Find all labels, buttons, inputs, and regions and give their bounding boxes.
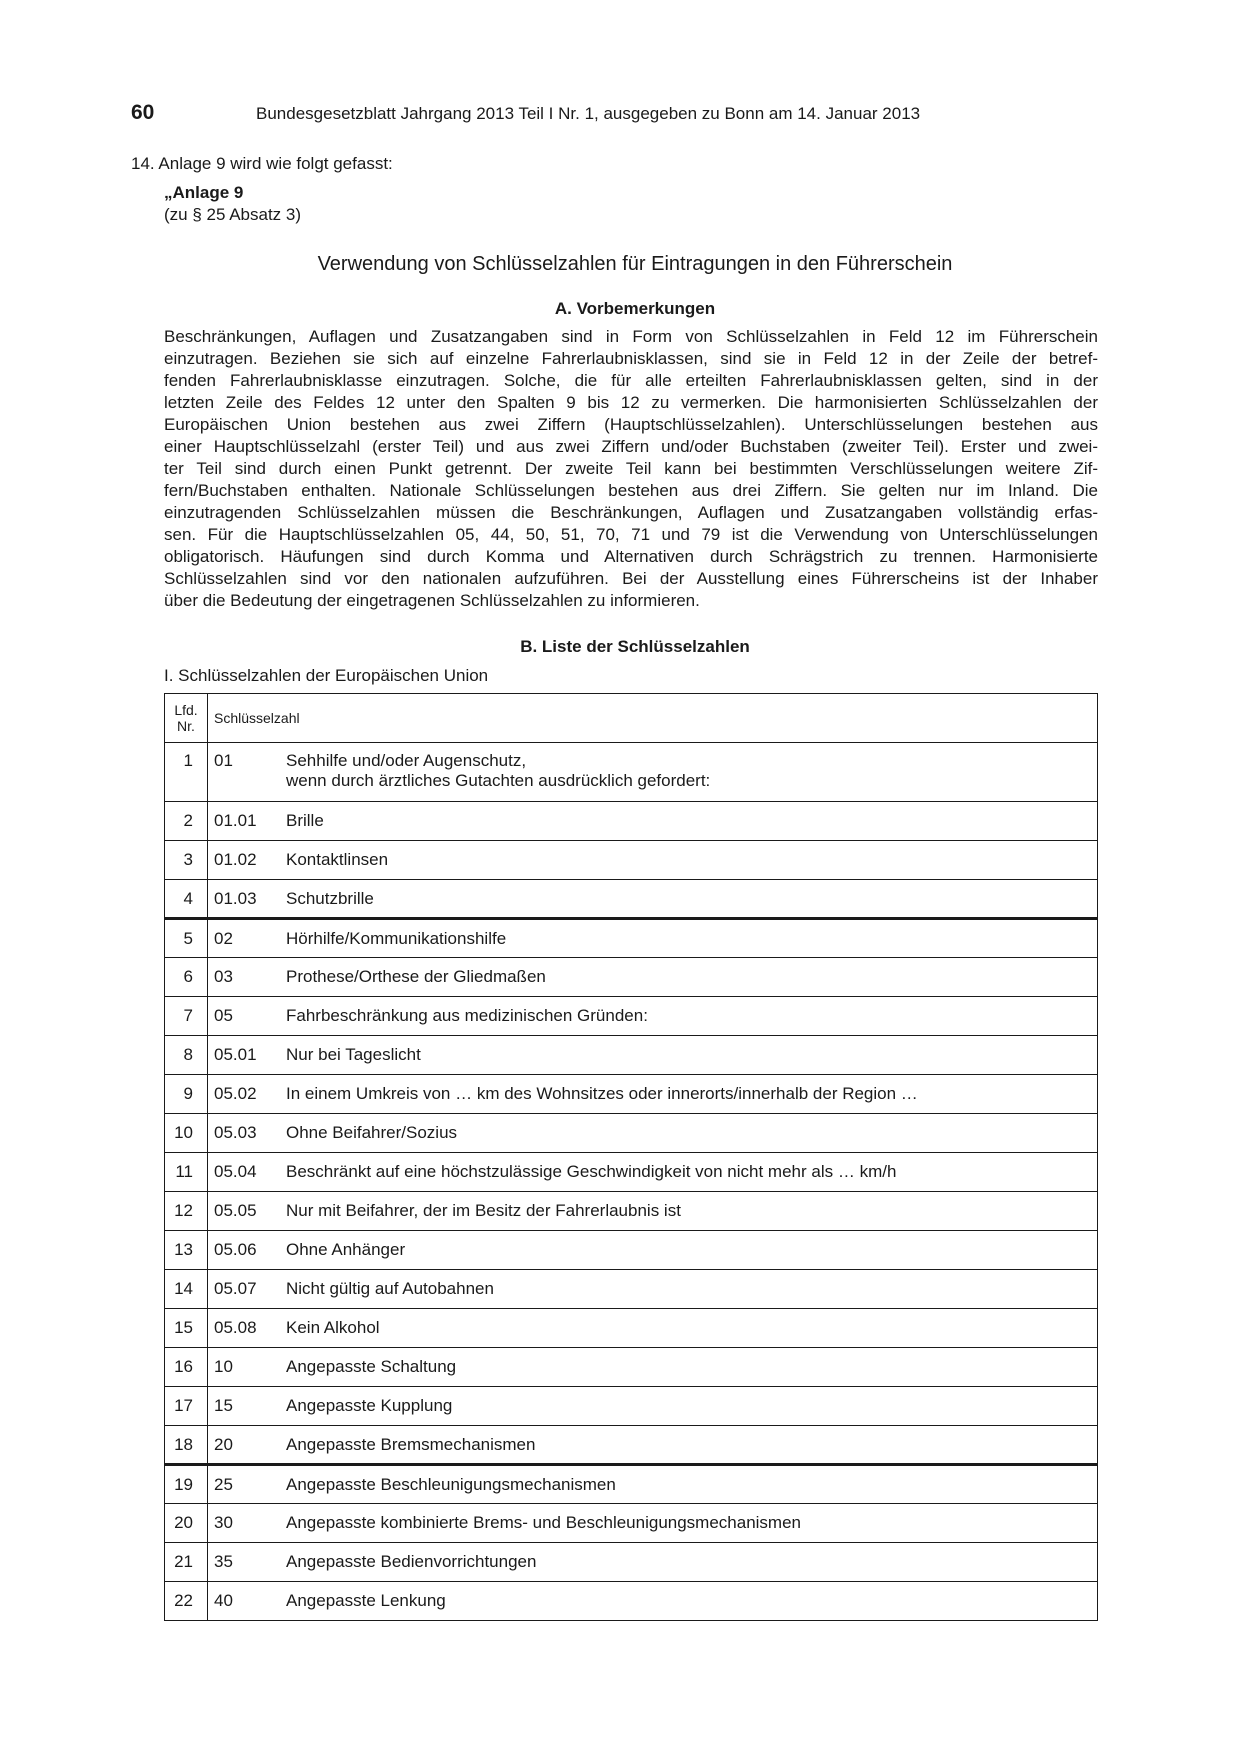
key-description: Angepasste Lenkung	[286, 1591, 446, 1610]
row-number: 19	[165, 1465, 208, 1504]
row-number: 16	[165, 1348, 208, 1387]
row-number: 1	[165, 743, 208, 802]
key-code: 05.05	[214, 1201, 257, 1220]
row-number: 4	[165, 880, 208, 919]
key-code: 01.02	[214, 850, 257, 869]
row-number: 13	[165, 1231, 208, 1270]
row-key-cell	[208, 1387, 1098, 1426]
table-header-row	[165, 694, 1098, 743]
section-b-heading: B. Liste der Schlüsselzahlen	[520, 637, 750, 656]
key-code: 05	[214, 1006, 233, 1025]
row-key-cell	[208, 1582, 1098, 1621]
key-code: 05.07	[214, 1279, 257, 1298]
row-number: 14	[165, 1270, 208, 1309]
row-key-cell	[208, 1543, 1098, 1582]
row-key-cell	[208, 1192, 1098, 1231]
table-row	[165, 1270, 1098, 1309]
key-description: Nicht gültig auf Autobahnen	[286, 1279, 494, 1298]
row-key-cell	[208, 743, 1098, 802]
row-number: 10	[165, 1114, 208, 1153]
row-number: 9	[165, 1075, 208, 1114]
key-description: Nur mit Beifahrer, der im Besitz der Fahrerlaubnis ist	[286, 1201, 681, 1220]
key-description: Prothese/Orthese der Gliedmaßen	[286, 967, 546, 986]
paragraph-line: fern/Buchstaben enthalten. Nationale Schlüsselungen bestehen aus drei Ziffern. Sie gelten nur im Inland. Die	[164, 481, 1098, 500]
row-key-cell	[208, 1465, 1098, 1504]
key-code: 05.04	[214, 1162, 257, 1181]
row-number: 6	[165, 958, 208, 997]
table-row	[165, 1036, 1098, 1075]
table-row	[165, 1387, 1098, 1426]
paragraph-line: einzutragen. Beziehen sie sich auf einzelne Fahrerlaubnisklassen, sind sie in Feld 12 in der Zeile der betref-	[164, 349, 1098, 368]
paragraph-line: obligatorisch. Häufungen sind durch Komma und Alternativen durch Schrägstrich zu trennen. Harmonisierte	[164, 547, 1098, 566]
key-code: 02	[214, 928, 233, 948]
key-description: Fahrbeschränkung aus medizinischen Gründen:	[286, 1006, 648, 1025]
amendment-item: 14. Anlage 9 wird wie folgt gefasst:	[131, 154, 393, 173]
key-description: Hörhilfe/Kommunikationshilfe	[286, 928, 507, 948]
key-description: Kein Alkohol	[286, 1318, 380, 1337]
table-row	[165, 919, 1098, 958]
key-description: Beschränkt auf eine höchstzulässige Geschwindigkeit von nicht mehr als … km/h	[286, 1162, 897, 1181]
table-row	[165, 1075, 1098, 1114]
row-key-cell	[208, 997, 1098, 1036]
section-a-heading: A. Vorbemerkungen	[554, 299, 716, 318]
anlage-subtitle: (zu § 25 Absatz 3)	[164, 205, 302, 224]
row-number: 5	[165, 919, 208, 958]
key-number-table	[164, 693, 1098, 1621]
paragraph-line: ter Teil sind durch einen Punkt getrennt. Der zweite Teil kann bei bestimmten Verschlüsselungen weitere Zif-	[164, 459, 1098, 478]
key-code: 05.01	[214, 1045, 257, 1064]
key-code: 15	[214, 1396, 233, 1415]
key-description: Angepasste Beschleunigungsmechanismen	[286, 1474, 616, 1494]
row-key-cell	[208, 1075, 1098, 1114]
row-number: 12	[165, 1192, 208, 1231]
table-row	[165, 1153, 1098, 1192]
paragraph-line: über die Bedeutung der eingetragenen Schlüsselzahlen zu informieren.	[164, 591, 700, 610]
key-code: 03	[214, 967, 233, 986]
row-number: 15	[165, 1309, 208, 1348]
row-key-cell	[208, 802, 1098, 841]
row-key-cell	[208, 1270, 1098, 1309]
key-description: In einem Umkreis von … km des Wohnsitzes oder innerorts/innerhalb der Region …	[286, 1084, 918, 1103]
page-number: 60	[131, 101, 155, 124]
row-key-cell	[208, 1309, 1098, 1348]
table-row	[165, 1582, 1098, 1621]
row-key-cell	[208, 1036, 1098, 1075]
key-code: 40	[214, 1591, 233, 1610]
paragraph-line: Beschränkungen, Auflagen und Zusatzangaben sind in Form von Schlüsselzahlen in Feld 12 im Führerschein	[164, 327, 1098, 346]
document-title: Verwendung von Schlüsselzahlen für Eintragungen in den Führerschein	[317, 253, 953, 275]
table-row	[165, 1504, 1098, 1543]
key-code: 35	[214, 1552, 233, 1571]
row-number: 11	[165, 1153, 208, 1192]
key-code: 25	[214, 1474, 233, 1494]
key-code: 30	[214, 1513, 233, 1532]
key-code: 05.08	[214, 1318, 257, 1337]
table-row	[165, 1465, 1098, 1504]
anlage-title: „Anlage 9	[164, 183, 244, 202]
table-row	[165, 841, 1098, 880]
column-header-nr	[165, 694, 208, 743]
key-code: 05.02	[214, 1084, 257, 1103]
row-number: 22	[165, 1582, 208, 1621]
row-key-cell	[208, 1153, 1098, 1192]
list-title: I. Schlüsselzahlen der Europäischen Union	[164, 666, 489, 685]
column-header-nr-line1: Lfd.	[174, 702, 198, 718]
row-number: 7	[165, 997, 208, 1036]
key-description: Ohne Anhänger	[286, 1240, 406, 1259]
row-key-cell	[208, 919, 1098, 958]
key-code: 10	[214, 1357, 233, 1376]
key-description: Angepasste Bremsmechanismen	[286, 1434, 536, 1454]
key-description: Angepasste Schaltung	[286, 1357, 457, 1376]
key-code: 01.03	[214, 888, 257, 908]
table-row	[165, 1426, 1098, 1465]
table-row	[165, 1348, 1098, 1387]
row-key-cell	[208, 1504, 1098, 1543]
row-key-cell	[208, 1426, 1098, 1465]
table-row	[165, 1309, 1098, 1348]
row-number: 20	[165, 1504, 208, 1543]
paragraph-line: einzutragenden Schlüsselzahlen müssen die Beschränkungen, Auflagen und Zusatzangaben vollständig erfas-	[164, 503, 1098, 522]
key-code: 01	[214, 751, 233, 770]
key-description: Angepasste kombinierte Brems- und Beschleunigungsmechanismen	[286, 1513, 802, 1532]
row-number: 18	[165, 1426, 208, 1465]
paragraph-line: Europäischen Union bestehen aus zwei Ziffern (Hauptschlüsselzahlen). Unterschlüsselungen bestehen aus	[164, 415, 1098, 434]
section-a-paragraph	[164, 326, 1098, 612]
key-description: Angepasste Kupplung	[286, 1396, 453, 1415]
key-description	[286, 751, 710, 791]
key-code: 05.03	[214, 1123, 257, 1142]
row-key-cell	[208, 958, 1098, 997]
row-number: 3	[165, 841, 208, 880]
key-description: Ohne Beifahrer/Sozius	[286, 1123, 458, 1142]
key-code: 01.01	[214, 811, 257, 830]
table-row	[165, 997, 1098, 1036]
column-header-key: Schlüsselzahl	[208, 694, 1098, 743]
key-description: Nur bei Tageslicht	[286, 1045, 421, 1064]
row-key-cell	[208, 841, 1098, 880]
column-header-nr-line2: Nr.	[177, 718, 195, 734]
key-description: Angepasste Bedienvorrichtungen	[286, 1552, 537, 1571]
row-number: 2	[165, 802, 208, 841]
key-description-line: wenn durch ärztliches Gutachten ausdrücklich gefordert:	[286, 771, 711, 790]
paragraph-line: fenden Fahrerlaubnisklasse einzutragen. Solche, die für alle erteilten Fahrerlaubnisklassen gelten, sind in der	[164, 371, 1098, 390]
table-row	[165, 958, 1098, 997]
row-key-cell	[208, 1231, 1098, 1270]
table-row	[165, 1543, 1098, 1582]
row-key-cell	[208, 880, 1098, 919]
key-code: 05.06	[214, 1240, 257, 1259]
key-code: 20	[214, 1434, 233, 1454]
paragraph-line: sen. Für die Hauptschlüsselzahlen 05, 44, 50, 51, 70, 71 und 79 ist die Verwendung von Unterschlüsselungen	[164, 525, 1098, 544]
paragraph-line: letzten Zeile des Feldes 12 unter den Spalten 9 bis 12 zu vermerken. Die harmonisierten Schlüsselzahlen der	[164, 393, 1098, 412]
row-number: 8	[165, 1036, 208, 1075]
table-row	[165, 802, 1098, 841]
row-key-cell	[208, 1348, 1098, 1387]
running-header: Bundesgesetzblatt Jahrgang 2013 Teil I Nr. 1, ausgegeben zu Bonn am 14. Januar 2013	[256, 104, 921, 123]
paragraph-line: einer Hauptschlüsselzahl (erster Teil) und aus zwei Ziffern und/oder Buchstaben (zweiter Teil). Erster und zwei-	[164, 437, 1098, 456]
row-key-cell	[208, 1114, 1098, 1153]
table-row	[165, 743, 1098, 802]
row-number: 17	[165, 1387, 208, 1426]
table-row	[165, 1114, 1098, 1153]
table-row	[165, 880, 1098, 919]
table-row	[165, 1192, 1098, 1231]
key-description: Kontaktlinsen	[286, 850, 389, 869]
table-row	[165, 1231, 1098, 1270]
key-description: Brille	[286, 811, 324, 830]
row-number: 21	[165, 1543, 208, 1582]
key-description-line: Sehhilfe und/oder Augenschutz,	[286, 751, 527, 770]
paragraph-line: Schlüsselzahlen sind vor den nationalen aufzuführen. Bei der Ausstellung eines Führerscheins ist der Inhaber	[164, 569, 1098, 588]
key-description: Schutzbrille	[286, 888, 374, 908]
